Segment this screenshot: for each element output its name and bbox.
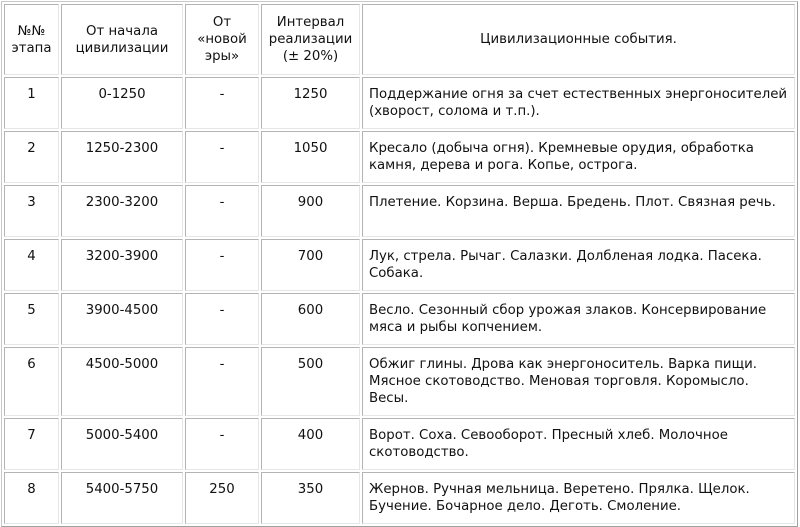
table-row	[4, 293, 795, 345]
cell-interval: 700	[261, 239, 360, 291]
cell-from-start: 0-1250	[61, 77, 183, 129]
civilization-stages-table	[1, 1, 798, 527]
cell-from-start: 1250-2300	[61, 131, 183, 183]
cell-from-new-era: -	[185, 77, 259, 129]
cell-interval: 400	[261, 418, 360, 470]
table-row	[4, 239, 795, 291]
cell-interval: 1250	[261, 77, 360, 129]
cell-stage: 7	[4, 418, 59, 470]
header-stage-number: №№ этапа	[4, 4, 59, 75]
table-row	[4, 185, 795, 237]
cell-events: Обжиг глины. Дрова как энергоноситель. Варка пищи. Мясное скотоводство. Меновая торговля. Коромысло. Весы.	[362, 347, 795, 416]
cell-from-new-era: -	[185, 293, 259, 345]
cell-from-new-era: -	[185, 239, 259, 291]
cell-events: Жернов. Ручная мельница. Веретено. Прялка. Щелок. Бучение. Бочарное дело. Деготь. Смоление.	[362, 472, 795, 524]
cell-interval: 500	[261, 347, 360, 416]
cell-from-start: 3900-4500	[61, 293, 183, 345]
cell-interval: 350	[261, 472, 360, 524]
cell-events: Ворот. Соха. Севооборот. Пресный хлеб. Молочное скотоводство.	[362, 418, 795, 470]
header-realization-interval: Интервал реализации (± 20%)	[261, 4, 360, 75]
cell-from-new-era: 250	[185, 472, 259, 524]
cell-stage: 1	[4, 77, 59, 129]
cell-events: Лук, стрела. Рычаг. Салазки. Долбленая лодка. Пасека. Собака.	[362, 239, 795, 291]
cell-from-start: 5400-5750	[61, 472, 183, 524]
cell-interval: 1050	[261, 131, 360, 183]
cell-stage: 2	[4, 131, 59, 183]
cell-from-new-era: -	[185, 418, 259, 470]
cell-from-start: 2300-3200	[61, 185, 183, 237]
cell-from-start: 4500-5000	[61, 347, 183, 416]
header-row	[4, 4, 795, 75]
cell-from-start: 5000-5400	[61, 418, 183, 470]
cell-interval: 600	[261, 293, 360, 345]
cell-from-start: 3200-3900	[61, 239, 183, 291]
cell-interval: 900	[261, 185, 360, 237]
cell-stage: 5	[4, 293, 59, 345]
header-from-new-era: От «новой эры»	[185, 4, 259, 75]
cell-stage: 6	[4, 347, 59, 416]
header-civilization-events: Цивилизационные события.	[362, 4, 795, 75]
table-row	[4, 347, 795, 416]
cell-events: Поддержание огня за счет естественных энергоносителей (хворост, солома и т.п.).	[362, 77, 795, 129]
cell-stage: 4	[4, 239, 59, 291]
table-row	[4, 131, 795, 183]
cell-stage: 3	[4, 185, 59, 237]
table-row	[4, 418, 795, 470]
cell-from-new-era: -	[185, 347, 259, 416]
table-row	[4, 77, 795, 129]
cell-events: Кресало (добыча огня). Кремневые орудия, обработка камня, дерева и рога. Копье, острога.	[362, 131, 795, 183]
cell-from-new-era: -	[185, 131, 259, 183]
table-row	[4, 472, 795, 524]
cell-events: Весло. Сезонный сбор урожая злаков. Консервирование мяса и рыбы копчением.	[362, 293, 795, 345]
cell-from-new-era: -	[185, 185, 259, 237]
header-from-civilization-start: От начала цивилизации	[61, 4, 183, 75]
cell-events: Плетение. Корзина. Верша. Бредень. Плот. Связная речь.	[362, 185, 795, 237]
cell-stage: 8	[4, 472, 59, 524]
